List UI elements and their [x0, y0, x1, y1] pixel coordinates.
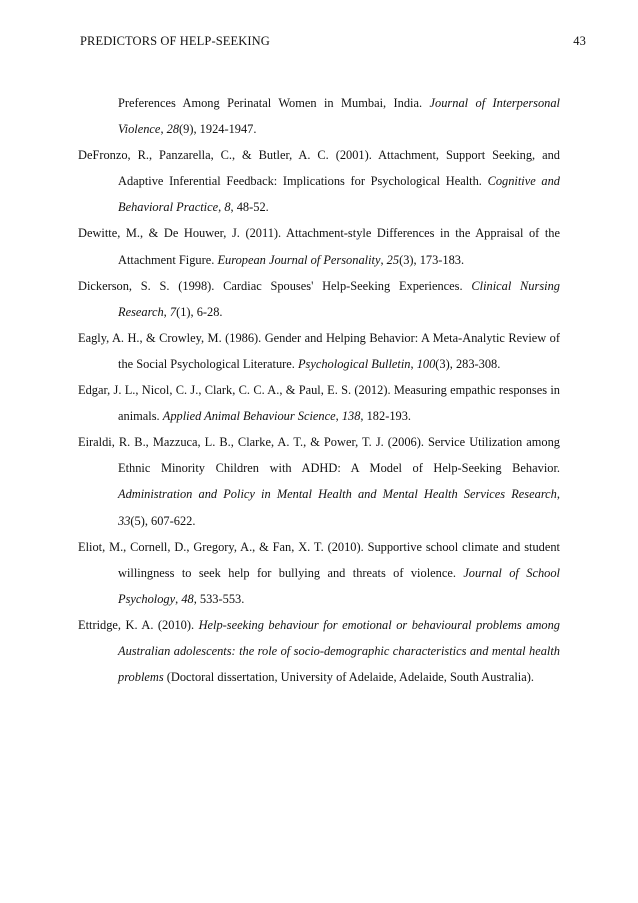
reference-entry: Eliot, M., Cornell, D., Gregory, A., & Fan, X. T. (2010). Supportive school climate and student willingness to seek help for bullying and threats of violence. Journal of School Psychology, 48, 533-553. [78, 539, 560, 606]
reference-entry: Dewitte, M., & De Houwer, J. (2011). Attachment-style Differences in the Appraisal of the Attachment Figure. European Journal of Personality, 25(3), 173-183. [78, 226, 560, 267]
page-number: 43 [573, 34, 586, 48]
reference-entry: Dickerson, S. S. (1998). Cardiac Spouses' Help-Seeking Experiences. Clinical Nursing Research, 7(1), 6-28. [78, 278, 560, 319]
reference-entry: Eagly, A. H., & Crowley, M. (1986). Gender and Helping Behavior: A Meta-Analytic Review of the Social Psychological Literature. Psychological Bulletin, 100(3), 283-308. [78, 330, 560, 371]
reference-list [78, 90, 560, 690]
page-header [80, 34, 586, 52]
reference-entry: Eiraldi, R. B., Mazzuca, L. B., Clarke, A. T., & Power, T. J. (2006). Service Utilization among Ethnic Minority Children with ADHD: A Model of Help-Seeking Behavior. Administration and Policy in Mental Health and Mental Health Services Research, 33(5), 607-622. [78, 435, 560, 528]
reference-entry: Ettridge, K. A. (2010). Help-seeking behaviour for emotional or behavioural problems among Australian adolescents: the role of socio-demographic characteristics and mental health problems (Doctoral dissertation, University of Adelaide, Adelaide, South Australia). [78, 617, 560, 685]
reference-entry: DeFronzo, R., Panzarella, C., & Butler, A. C. (2001). Attachment, Support Seeking, and Adaptive Inferential Feedback: Implications for Psychological Health. Cognitive and Behavioral Practice, 8, 48-52. [78, 148, 560, 215]
running-head: PREDICTORS OF HELP-SEEKING [80, 34, 270, 48]
reference-entry: Preferences Among Perinatal Women in Mumbai, India. Journal of Interpersonal Violence, 28(9), 1924-1947. [118, 96, 561, 137]
reference-entry: Edgar, J. L., Nicol, C. J., Clark, C. C. A., & Paul, E. S. (2012). Measuring empathic responses in animals. Applied Animal Behaviour Science, 138, 182-193. [78, 383, 560, 424]
